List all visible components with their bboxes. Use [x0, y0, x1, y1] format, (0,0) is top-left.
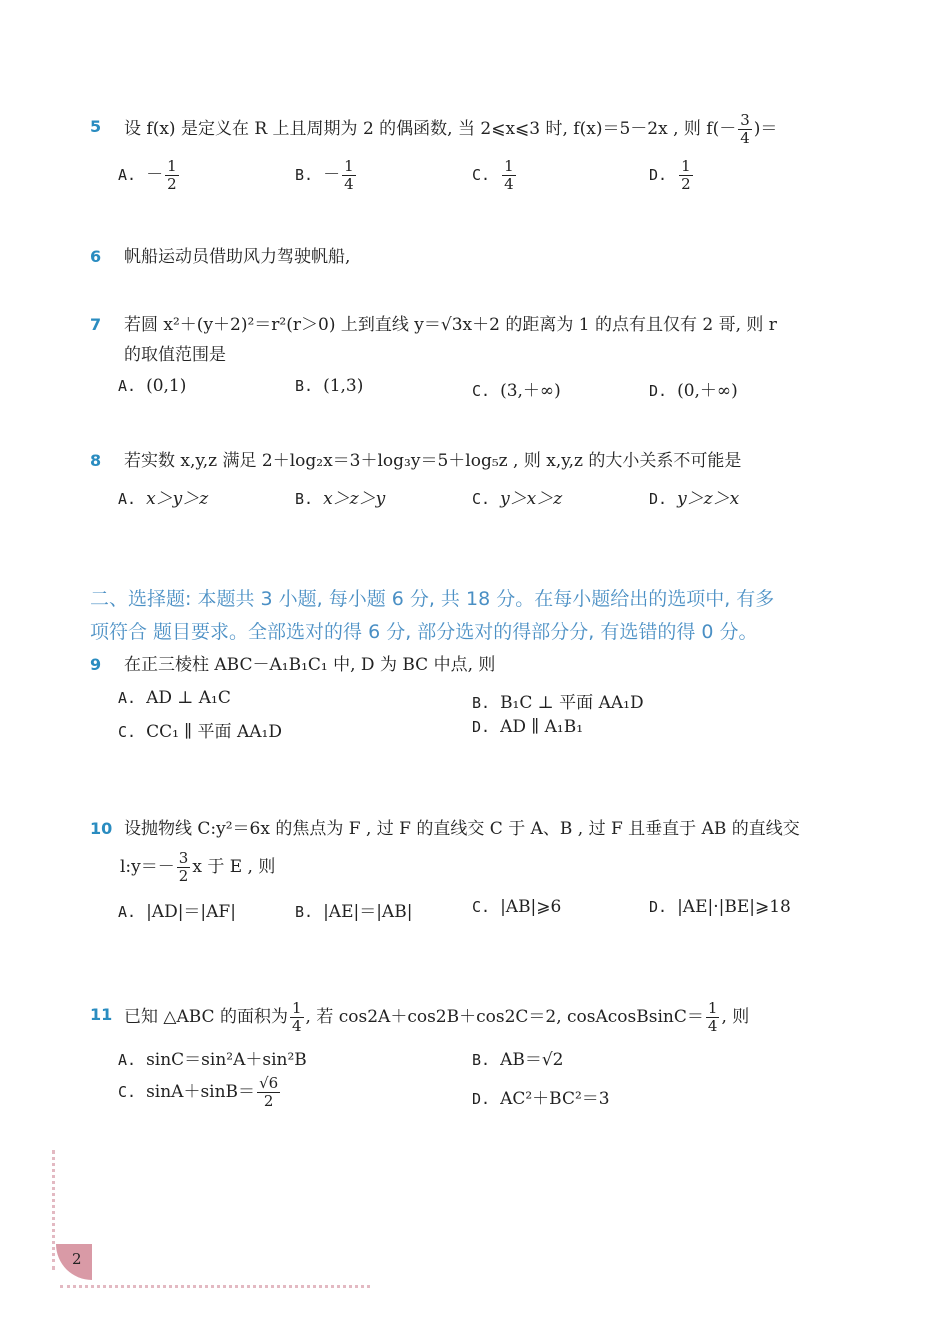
question-number: 11: [90, 1005, 113, 1024]
option-a[interactable]: A. AD ⊥ A₁C: [118, 688, 231, 708]
option-c[interactable]: C. sinA＋sinB＝ $\frac{√6}{2}$: [118, 1074, 279, 1110]
option-d[interactable]: D. AD ∥ A₁B₁: [472, 717, 584, 737]
option-d[interactable]: D. (0,＋∞): [649, 381, 738, 401]
question-text: 已知 △ABC 的面积为 $\frac{1}{4}$ , 若 cos2A＋cos2B＋cos2C＝2, cosAcosBsinC＝ $\frac{1}{4}$ , 则: [124, 999, 750, 1035]
option-c[interactable]: C. |AB|⩾6: [472, 897, 562, 917]
option-b[interactable]: B. AB＝√2: [472, 1050, 564, 1070]
question-number: 8: [90, 451, 102, 470]
option-c[interactable]: C. (3,＋∞): [472, 381, 561, 401]
option-b[interactable]: B. B₁C ⊥ 平面 AA₁D: [472, 693, 644, 713]
question-number: 6: [90, 247, 102, 266]
option-c[interactable]: C. CC₁ ∥ 平面 AA₁D: [118, 722, 282, 742]
option-b[interactable]: B. |AE|＝|AB|: [295, 902, 413, 922]
option-d[interactable]: D. $\frac{1}{2}$: [649, 157, 691, 193]
option-c[interactable]: C. $\frac{1}{4}$: [472, 157, 514, 193]
question-text: 在正三棱柱 ABC－A₁B₁C₁ 中, D 为 BC 中点, 则: [124, 655, 496, 675]
question-number: 5: [90, 117, 102, 136]
page-number: 2: [72, 1250, 82, 1268]
option-c[interactable]: C. y＞x＞z: [472, 489, 563, 509]
option-a[interactable]: A. sinC＝sin²A＋sin²B: [118, 1050, 307, 1070]
question-number: 10: [90, 819, 113, 838]
option-b[interactable]: B. － $\frac{1}{4}$: [295, 157, 354, 193]
option-a[interactable]: A. － $\frac{1}{2}$: [118, 157, 177, 193]
question-text-line2: l:y＝－ $\frac{3}{2}$ x 于 E , 则: [120, 849, 276, 885]
option-b[interactable]: B. (1,3): [295, 376, 364, 396]
question-text: 若圆 x²＋(y＋2)²＝r²(r＞0) 上到直线 y＝√3x＋2 的距离为 1 的点有且仅有 2 哥, 则 r: [124, 315, 777, 335]
option-a[interactable]: A. (0,1): [118, 376, 187, 396]
option-d[interactable]: D. |AE|·|BE|⩾18: [649, 897, 791, 917]
question-text: 若实数 x,y,z 满足 2＋log₂x＝3＋log₃y＝5＋log₅z , 则 x,y,z 的大小关系不可能是: [124, 451, 742, 471]
section-heading-line1: 二、选择题: 本题共 3 小题, 每小题 6 分, 共 18 分。在每小题给出的选项中, 有多: [90, 588, 775, 610]
option-d[interactable]: D. y＞z＞x: [649, 489, 740, 509]
question-number: 7: [90, 315, 102, 334]
question-text: 设抛物线 C:y²＝6x 的焦点为 F , 过 F 的直线交 C 于 A、B , 过 F 且垂直于 AB 的直线交: [124, 819, 800, 839]
section-heading: [90, 583, 870, 649]
question-text: 设 f(x) 是定义在 R 上且周期为 2 的偶函数, 当 2⩽x⩽3 时, f(x)＝5－2x , 则 f(－ $\frac{3}{4}$ )＝: [124, 111, 778, 147]
option-a[interactable]: A. |AD|＝|AF|: [118, 902, 236, 922]
question-text: 帆船运动员借助风力驾驶帆船,: [124, 247, 351, 267]
question-text-line2: 的取值范围是: [124, 345, 226, 365]
option-b[interactable]: B. x＞z＞y: [295, 489, 386, 509]
page-border-vertical: [52, 1150, 55, 1270]
option-a[interactable]: A. x＞y＞z: [118, 489, 209, 509]
page-border-horizontal: [60, 1285, 370, 1288]
section-heading-line2: 项符合 题目要求。全部选对的得 6 分, 部分选对的得部分分, 有选错的得 0 分。: [90, 621, 758, 643]
question-number: 9: [90, 655, 102, 674]
option-d[interactable]: D. AC²＋BC²＝3: [472, 1089, 610, 1109]
